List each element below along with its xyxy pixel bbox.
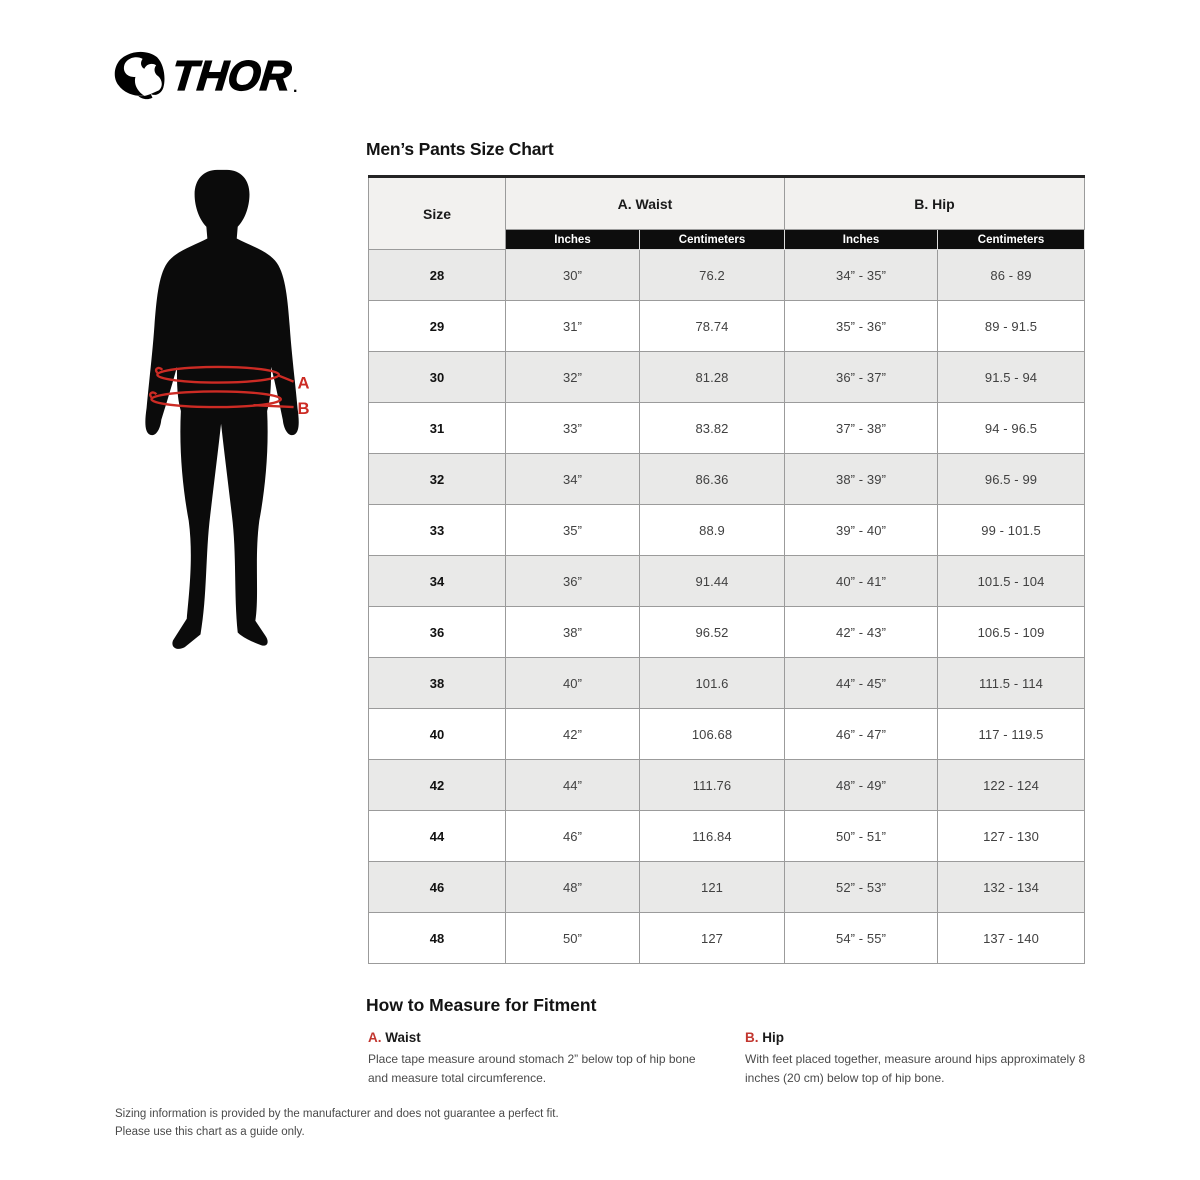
cell-hip_cm: 101.5 - 104 — [938, 556, 1085, 607]
table-row — [369, 403, 1085, 454]
cell-size: 40 — [369, 709, 506, 760]
cell-size: 38 — [369, 658, 506, 709]
thor-logo — [112, 50, 297, 102]
cell-hip_cm: 91.5 - 94 — [938, 352, 1085, 403]
table-row — [369, 913, 1085, 964]
fitment-waist-block — [368, 1030, 713, 1088]
fitment-waist-label: Waist — [381, 1030, 421, 1045]
cell-size: 44 — [369, 811, 506, 862]
subheader-waist-centimeters: Centimeters — [640, 230, 785, 250]
table-row — [369, 454, 1085, 505]
cell-size: 36 — [369, 607, 506, 658]
cell-waist_cm: 111.76 — [640, 760, 785, 811]
disclaimer-line2: Please use this chart as a guide only. — [115, 1125, 305, 1138]
cell-size: 46 — [369, 862, 506, 913]
cell-waist_in: 30” — [506, 250, 640, 301]
cell-waist_cm: 76.2 — [640, 250, 785, 301]
cell-waist_in: 44” — [506, 760, 640, 811]
fitment-hip-text: With feet placed together, measure around hips approximately 8 inches (20 cm) below top of hip bone. — [745, 1052, 1086, 1086]
cell-waist_cm: 83.82 — [640, 403, 785, 454]
table-row — [369, 760, 1085, 811]
goat-head-icon — [112, 50, 166, 102]
cell-waist_cm: 101.6 — [640, 658, 785, 709]
cell-hip_in: 35” - 36” — [785, 301, 938, 352]
table-row — [369, 250, 1085, 301]
size-table-body — [369, 250, 1085, 964]
table-row — [369, 556, 1085, 607]
cell-waist_cm: 106.68 — [640, 709, 785, 760]
cell-hip_in: 38” - 39” — [785, 454, 938, 505]
cell-hip_cm: 96.5 - 99 — [938, 454, 1085, 505]
cell-hip_in: 54” - 55” — [785, 913, 938, 964]
cell-size: 29 — [369, 301, 506, 352]
cell-hip_in: 36” - 37” — [785, 352, 938, 403]
male-silhouette-figure — [116, 166, 332, 656]
brand-text: THOR — [169, 52, 294, 99]
fitment-hip-subheading — [745, 1030, 1110, 1045]
cell-hip_in: 39” - 40” — [785, 505, 938, 556]
cell-waist_in: 35” — [506, 505, 640, 556]
cell-hip_in: 50” - 51” — [785, 811, 938, 862]
cell-hip_cm: 137 - 140 — [938, 913, 1085, 964]
table-row — [369, 811, 1085, 862]
male-silhouette — [145, 170, 298, 649]
fitment-waist-prefix: A. — [368, 1030, 382, 1045]
cell-hip_cm: 86 - 89 — [938, 250, 1085, 301]
cell-size: 42 — [369, 760, 506, 811]
cell-size: 30 — [369, 352, 506, 403]
cell-waist_in: 31” — [506, 301, 640, 352]
cell-hip_cm: 89 - 91.5 — [938, 301, 1085, 352]
table-row — [369, 607, 1085, 658]
cell-waist_cm: 96.52 — [640, 607, 785, 658]
header-hip: B. Hip — [785, 177, 1085, 230]
cell-hip_in: 42” - 43” — [785, 607, 938, 658]
cell-hip_cm: 132 - 134 — [938, 862, 1085, 913]
header-size: Size — [369, 177, 506, 250]
cell-waist_in: 38” — [506, 607, 640, 658]
cell-size: 31 — [369, 403, 506, 454]
cell-hip_in: 52” - 53” — [785, 862, 938, 913]
table-row — [369, 505, 1085, 556]
fitment-hip-block — [745, 1030, 1110, 1088]
cell-size: 28 — [369, 250, 506, 301]
cell-hip_in: 46” - 47” — [785, 709, 938, 760]
cell-hip_cm: 111.5 - 114 — [938, 658, 1085, 709]
table-row — [369, 301, 1085, 352]
cell-hip_in: 37” - 38” — [785, 403, 938, 454]
cell-size: 33 — [369, 505, 506, 556]
chart-title: Men’s Pants Size Chart — [366, 139, 554, 159]
cell-waist_in: 48” — [506, 862, 640, 913]
table-row — [369, 658, 1085, 709]
cell-waist_in: 33” — [506, 403, 640, 454]
cell-waist_cm: 78.74 — [640, 301, 785, 352]
cell-hip_in: 44” - 45” — [785, 658, 938, 709]
cell-waist_cm: 121 — [640, 862, 785, 913]
cell-waist_in: 42” — [506, 709, 640, 760]
fitment-waist-text: Place tape measure around stomach 2” below top of hip bone and measure total circumference. — [368, 1052, 696, 1086]
cell-hip_cm: 117 - 119.5 — [938, 709, 1085, 760]
table-row — [369, 709, 1085, 760]
fitment-hip-label: Hip — [758, 1030, 784, 1045]
fitment-waist-subheading — [368, 1030, 713, 1045]
cell-waist_in: 34” — [506, 454, 640, 505]
cell-hip_cm: 94 - 96.5 — [938, 403, 1085, 454]
marker-label-a: A — [297, 373, 310, 393]
cell-size: 32 — [369, 454, 506, 505]
cell-hip_cm: 106.5 - 109 — [938, 607, 1085, 658]
cell-waist_cm: 127 — [640, 913, 785, 964]
cell-hip_cm: 99 - 101.5 — [938, 505, 1085, 556]
disclaimer-line1: Sizing information is provided by the manufacturer and does not guarantee a perfect fit. — [115, 1108, 559, 1120]
fitment-heading: How to Measure for Fitment — [366, 995, 597, 1015]
cell-waist_cm: 88.9 — [640, 505, 785, 556]
subheader-hip-inches: Inches — [785, 230, 938, 250]
brand-trademark-dot: . — [293, 79, 298, 96]
cell-waist_in: 40” — [506, 658, 640, 709]
cell-hip_cm: 122 - 124 — [938, 760, 1085, 811]
cell-size: 34 — [369, 556, 506, 607]
subheader-waist-inches: Inches — [506, 230, 640, 250]
cell-waist_in: 32” — [506, 352, 640, 403]
size-table — [368, 175, 1085, 964]
cell-hip_in: 34” - 35” — [785, 250, 938, 301]
cell-waist_in: 46” — [506, 811, 640, 862]
header-waist: A. Waist — [506, 177, 785, 230]
cell-waist_cm: 116.84 — [640, 811, 785, 862]
disclaimer — [115, 1106, 559, 1142]
marker-label-b: B — [297, 398, 310, 418]
cell-hip_in: 48” - 49” — [785, 760, 938, 811]
cell-hip_cm: 127 - 130 — [938, 811, 1085, 862]
cell-waist_in: 36” — [506, 556, 640, 607]
table-row — [369, 352, 1085, 403]
cell-waist_in: 50” — [506, 913, 640, 964]
table-row — [369, 862, 1085, 913]
cell-waist_cm: 86.36 — [640, 454, 785, 505]
cell-waist_cm: 91.44 — [640, 556, 785, 607]
cell-size: 48 — [369, 913, 506, 964]
fitment-hip-prefix: B. — [745, 1030, 759, 1045]
cell-waist_cm: 81.28 — [640, 352, 785, 403]
cell-hip_in: 40” - 41” — [785, 556, 938, 607]
subheader-hip-centimeters: Centimeters — [938, 230, 1085, 250]
